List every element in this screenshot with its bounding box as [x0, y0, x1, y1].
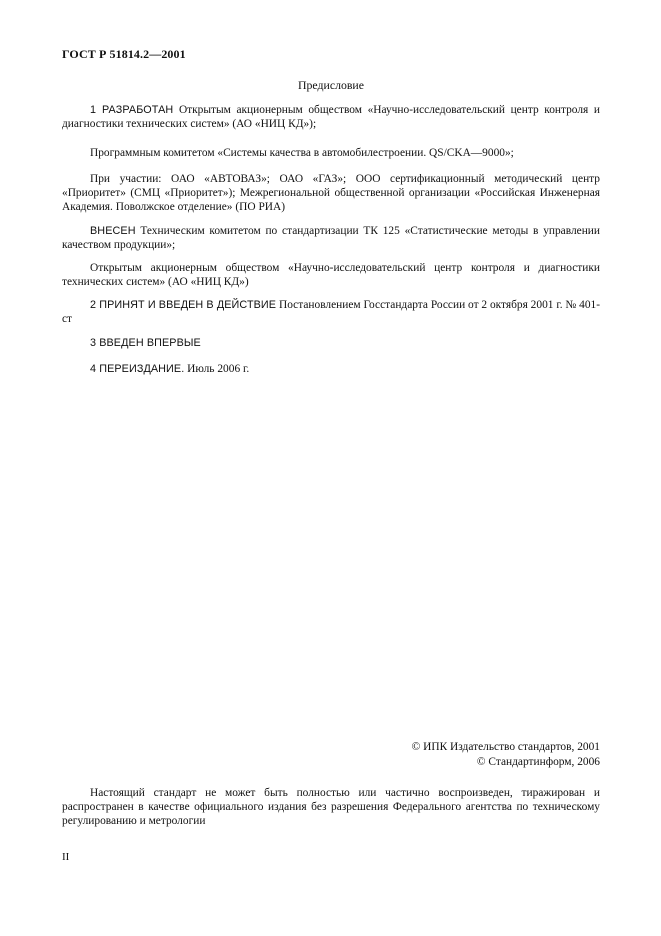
- reissue-label: 4 ПЕРЕИЗДАНИЕ.: [90, 363, 185, 375]
- reissue-text: Июль 2006 г.: [184, 363, 250, 375]
- introduced-text: Техническим комитетом по стандартизации ТК 125 «Статистические методы в управлении качеством продукции»;: [62, 225, 600, 252]
- introduced-paragraph: [62, 224, 600, 252]
- participation-paragraph: При участии: ОАО «АВТОВАЗ»; ОАО «ГАЗ»; ООО сертификационный методический центр «Приоритет» (СМЦ «Приоритет»); Межрегиональной общественной организации «Российская Инженерная Академия. Поволжское отделение» (ПО РИА): [62, 173, 600, 214]
- page-title: Предисловие: [298, 78, 364, 92]
- standard-number: ГОСТ Р 51814.2—2001: [62, 47, 186, 61]
- first-time-paragraph: [62, 336, 600, 350]
- committee-paragraph: Программным комитетом «Системы качества в автомобилестроении. QS/CKA—9000»;: [90, 147, 514, 159]
- reproduction-notice: Настоящий стандарт не может быть полностью или частично воспроизведен, тиражирован и распространен в качестве официального издания без разрешения Федерального агентства по техническому регулированию и метрологии: [62, 787, 600, 828]
- developed-label: 1 РАЗРАБОТАН: [90, 104, 174, 116]
- copyright-line-1: © ИПК Издательство стандартов, 2001: [411, 741, 600, 753]
- accepted-text: Постановлением Госстандарта России от 2 октября 2001 г. № 401-ст: [62, 299, 601, 326]
- accepted-label: 2 ПРИНЯТ И ВВЕДЕН В ДЕЙСТВИЕ: [90, 299, 277, 311]
- first-time-label: 3 ВВЕДЕН ВПЕРВЫЕ: [90, 337, 201, 349]
- developed-text: Открытым акционерным обществом «Научно-исследовательский центр контроля и диагностики технических систем» (АО «НИЦ КД»);: [62, 104, 600, 131]
- copyright-line-2: © Стандартинформ, 2006: [476, 756, 600, 768]
- developed-paragraph: [62, 103, 600, 131]
- reissue-paragraph: [62, 362, 600, 376]
- introduced-label: ВНЕСЕН: [90, 225, 136, 237]
- page-number: II: [62, 851, 70, 863]
- accepted-paragraph: [62, 298, 600, 326]
- company-paragraph: Открытым акционерным обществом «Научно-исследовательский центр контроля и диагностики технических систем» (АО «НИЦ КД»): [62, 262, 600, 289]
